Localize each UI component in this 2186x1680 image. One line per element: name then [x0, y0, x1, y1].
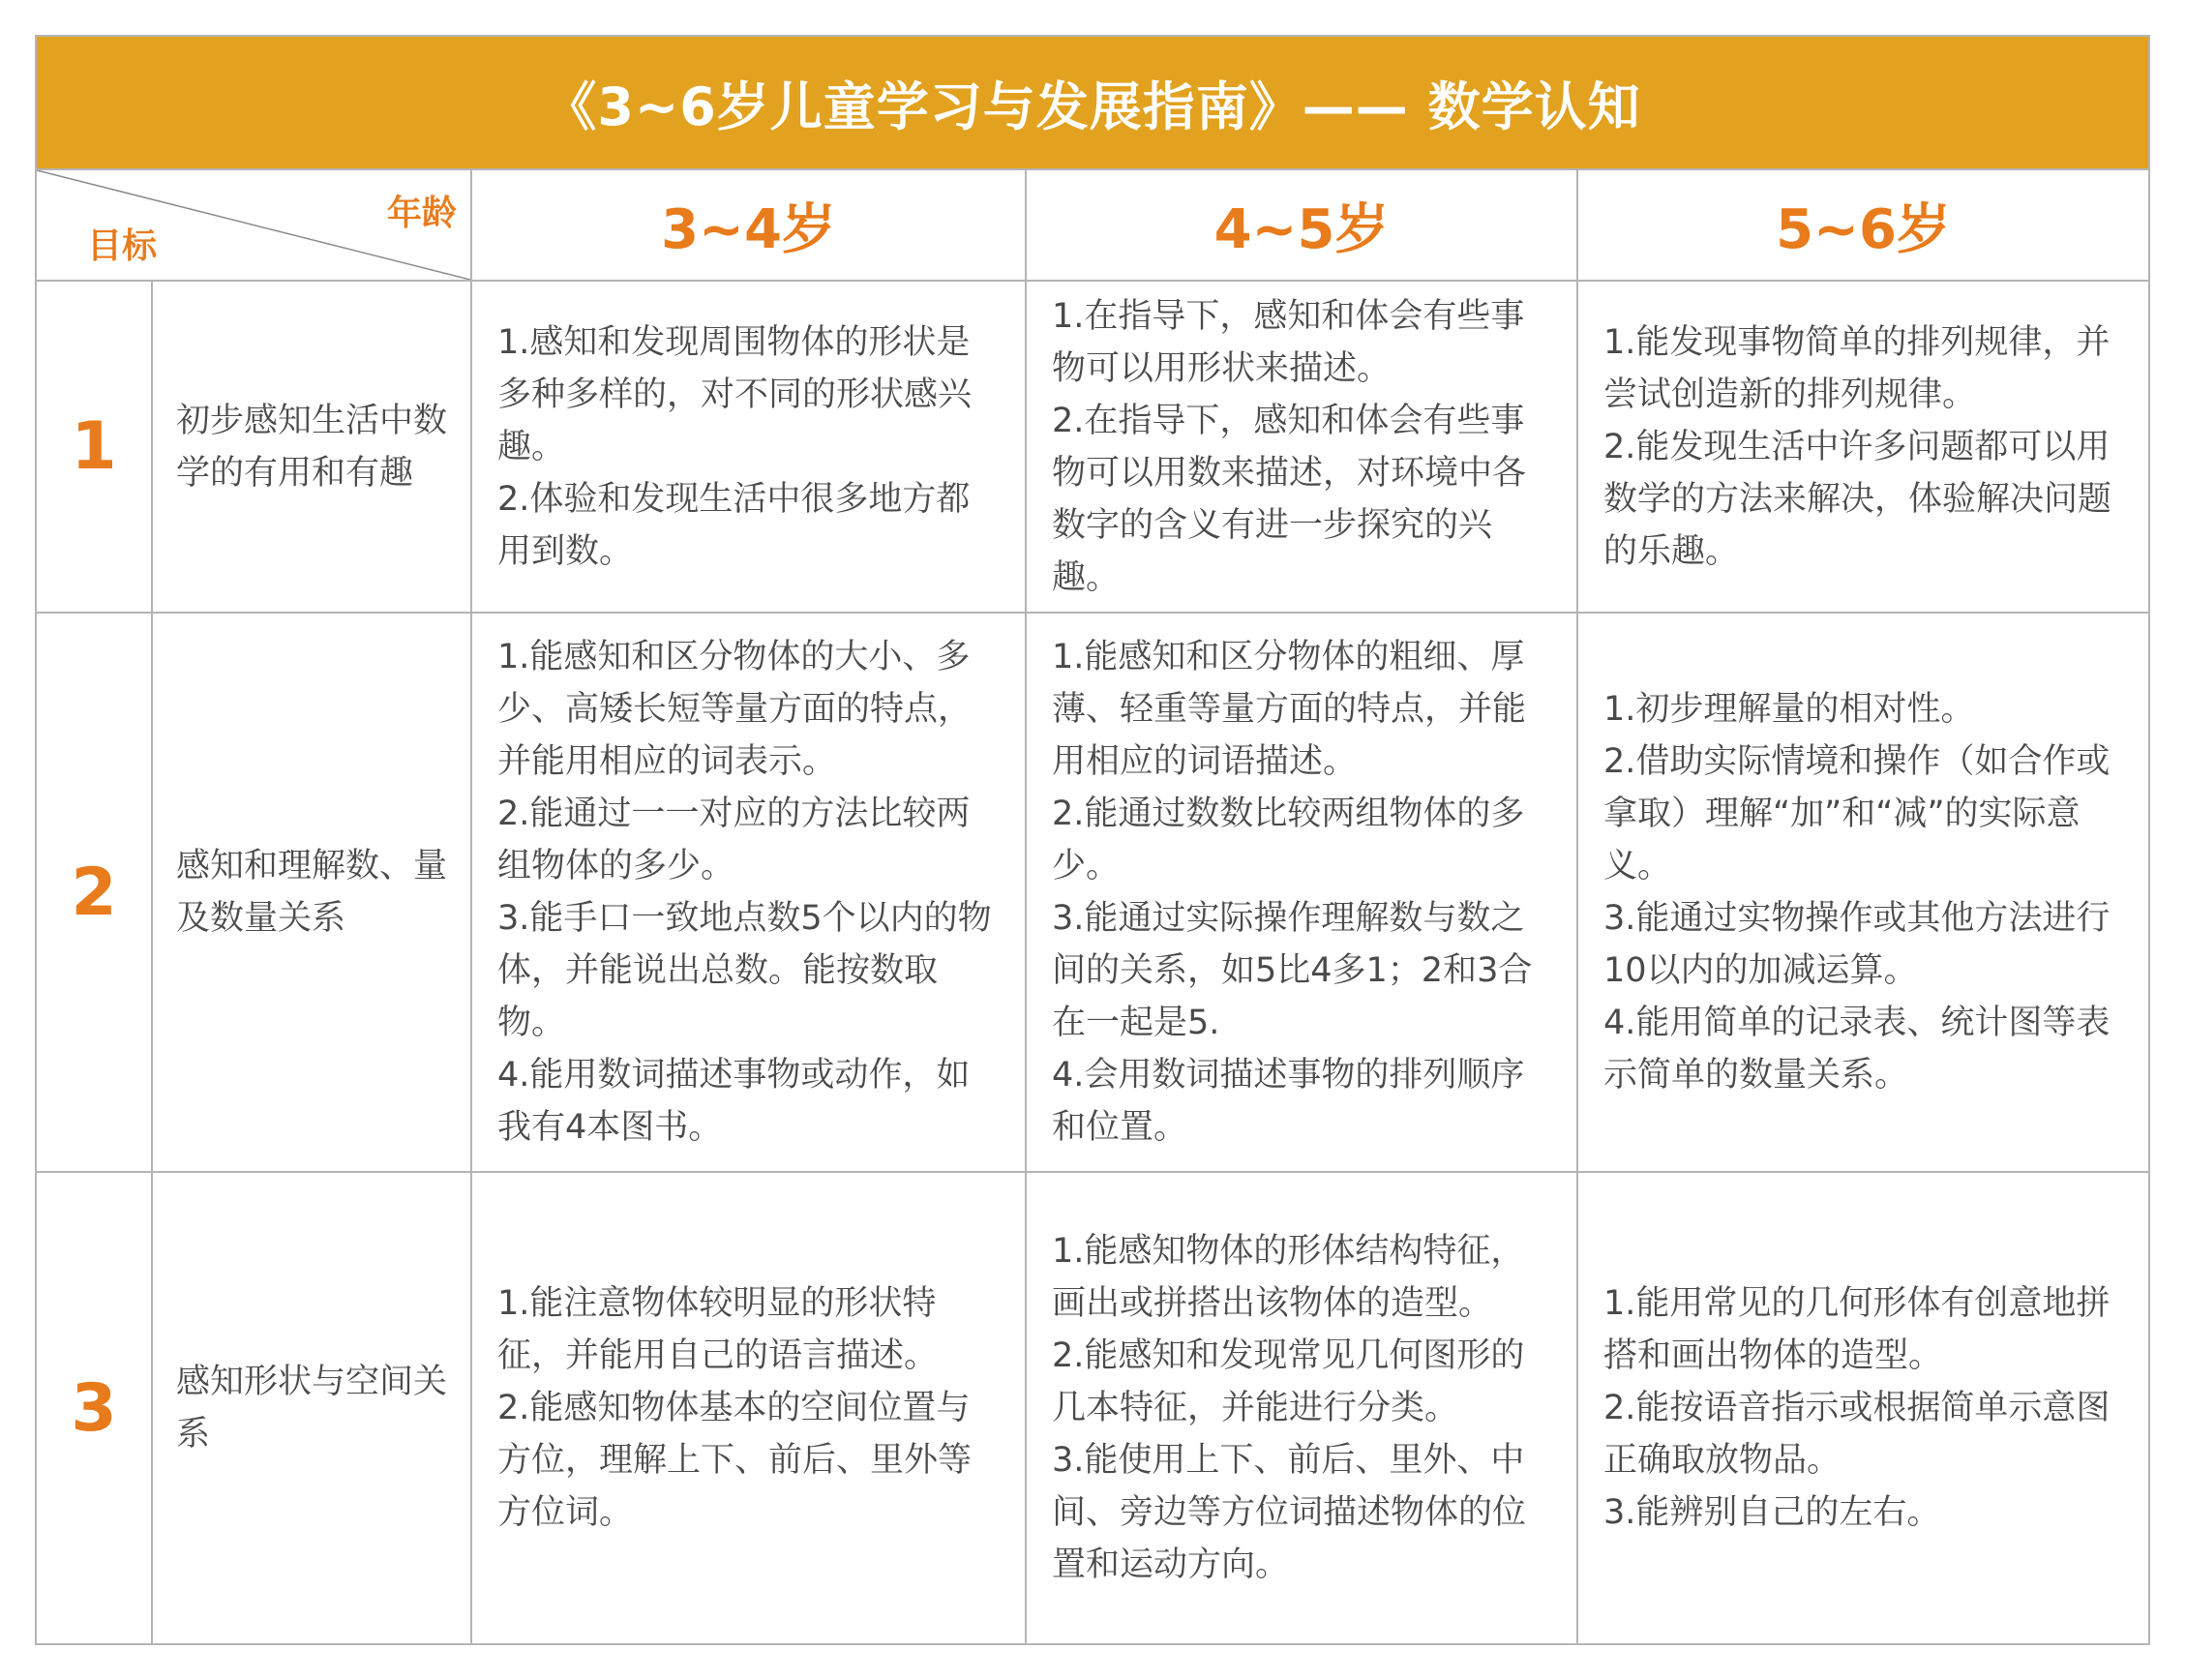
table-row — [37, 281, 2148, 613]
item-text: 1.能感知和区分物体的粗细、厚薄、轻重等量方面的特点，并能用相应的词语描述。 — [1052, 638, 1527, 781]
age-header-4-5: 4~5岁 — [1026, 170, 1577, 281]
goal-axis-label: 目标 — [87, 226, 158, 266]
standards-table — [37, 170, 2148, 1643]
item-text: 2.能通过一一对应的方法比较两组物体的多少。 — [497, 795, 971, 885]
item-text: 1.感知和发现周围物体的形状是多种多样的，对不同的形状感兴趣。 — [497, 322, 973, 466]
content-cell — [1577, 281, 2148, 613]
item-text: 1.能感知物体的形体结构特征，画出或拼搭出该物体的造型。 — [1052, 1232, 1525, 1323]
row-number: 1 — [37, 281, 152, 613]
header-row — [37, 170, 2148, 281]
item-text: 3.能通过实际操作理解数与数之间的关系，如5比4多1；2和3合在一起是5. — [1052, 899, 1533, 1042]
item-text: 1.能用常见的几何形体有创意地拼搭和画出物体的造型。 — [1603, 1284, 2111, 1375]
item-text: 2.能感知物体基本的空间位置与方位，理解上下、前后、里外等方位词。 — [497, 1389, 973, 1532]
table-row — [37, 613, 2148, 1172]
content-cell — [1026, 1172, 1577, 1643]
content-cell — [1026, 613, 1577, 1172]
content-cell — [471, 613, 1026, 1172]
standards-table-frame — [35, 35, 2150, 1645]
item-text: 3.能使用上下、前后、里外、中间、旁边等方位词描述物体的位置和运动方向。 — [1052, 1441, 1527, 1584]
item-text: 3.能通过实物操作或其他方法进行10以内的加减运算。 — [1603, 899, 2111, 990]
age-header-3-4: 3~4岁 — [471, 170, 1026, 281]
item-text: 1.能发现事物简单的排列规律，并尝试创造新的排列规律。 — [1603, 322, 2111, 414]
item-text: 2.能通过数数比较两组物体的多少。 — [1052, 795, 1525, 885]
item-text: 2.借助实际情境和操作（如合作或拿取）理解“加”和“减”的实际意义。 — [1603, 742, 2111, 885]
age-header-5-6: 5~6岁 — [1577, 170, 2148, 281]
content-cell — [471, 281, 1026, 613]
item-text: 2.在指导下，感知和体会有些事物可以用数来描述，对环境中各数字的含义有进一步探究的兴趣。 — [1052, 401, 1527, 597]
item-text: 1.初步理解量的相对性。 — [1603, 690, 1975, 729]
age-axis-label: 年龄 — [386, 194, 457, 233]
item-text: 4.能用数词描述事物或动作，如我有4本图书。 — [497, 1056, 971, 1147]
content-cell — [1577, 1172, 2148, 1643]
goal-cell: 感知形状与空间关系 — [152, 1172, 471, 1643]
content-cell — [471, 1172, 1026, 1643]
item-text: 4.能用简单的记录表、统计图等表示简单的数量关系。 — [1603, 1004, 2111, 1095]
table-row — [37, 1172, 2148, 1643]
content-cell — [1577, 613, 2148, 1172]
item-text: 3.能辨别自己的左右。 — [1603, 1493, 1941, 1532]
row-number: 2 — [37, 613, 152, 1172]
item-text: 4.会用数词描述事物的排列顺序和位置。 — [1052, 1056, 1525, 1147]
goal-cell: 初步感知生活中数学的有用和有趣 — [152, 281, 471, 613]
table-title: 《3~6岁儿童学习与发展指南》—— 数学认知 — [37, 37, 2148, 170]
content-cell — [1026, 281, 1577, 613]
item-text: 1.在指导下，感知和体会有些事物可以用形状来描述。 — [1052, 296, 1525, 388]
goal-cell: 感知和理解数、量及数量关系 — [152, 613, 471, 1172]
item-text: 1.能感知和区分物体的大小、多少、高矮长短等量方面的特点，并能用相应的词表示。 — [497, 638, 973, 781]
item-text: 2.能按语音指示或根据简单示意图正确取放物品。 — [1603, 1389, 2111, 1480]
header-corner-cell — [37, 170, 471, 281]
row-number: 3 — [37, 1172, 152, 1643]
item-text: 2.能发现生活中许多问题都可以用数学的方法来解决，体验解决问题的乐趣。 — [1603, 427, 2112, 571]
item-text: 2.能感知和发现常见几何图形的几本特征，并能进行分类。 — [1052, 1336, 1525, 1427]
item-text: 3.能手口一致地点数5个以内的物体，并能说出总数。能按数取物。 — [497, 899, 992, 1042]
item-text: 1.能注意物体较明显的形状特征，并能用自己的语言描述。 — [497, 1284, 939, 1375]
item-text: 2.体验和发现生活中很多地方都用到数。 — [497, 479, 971, 571]
